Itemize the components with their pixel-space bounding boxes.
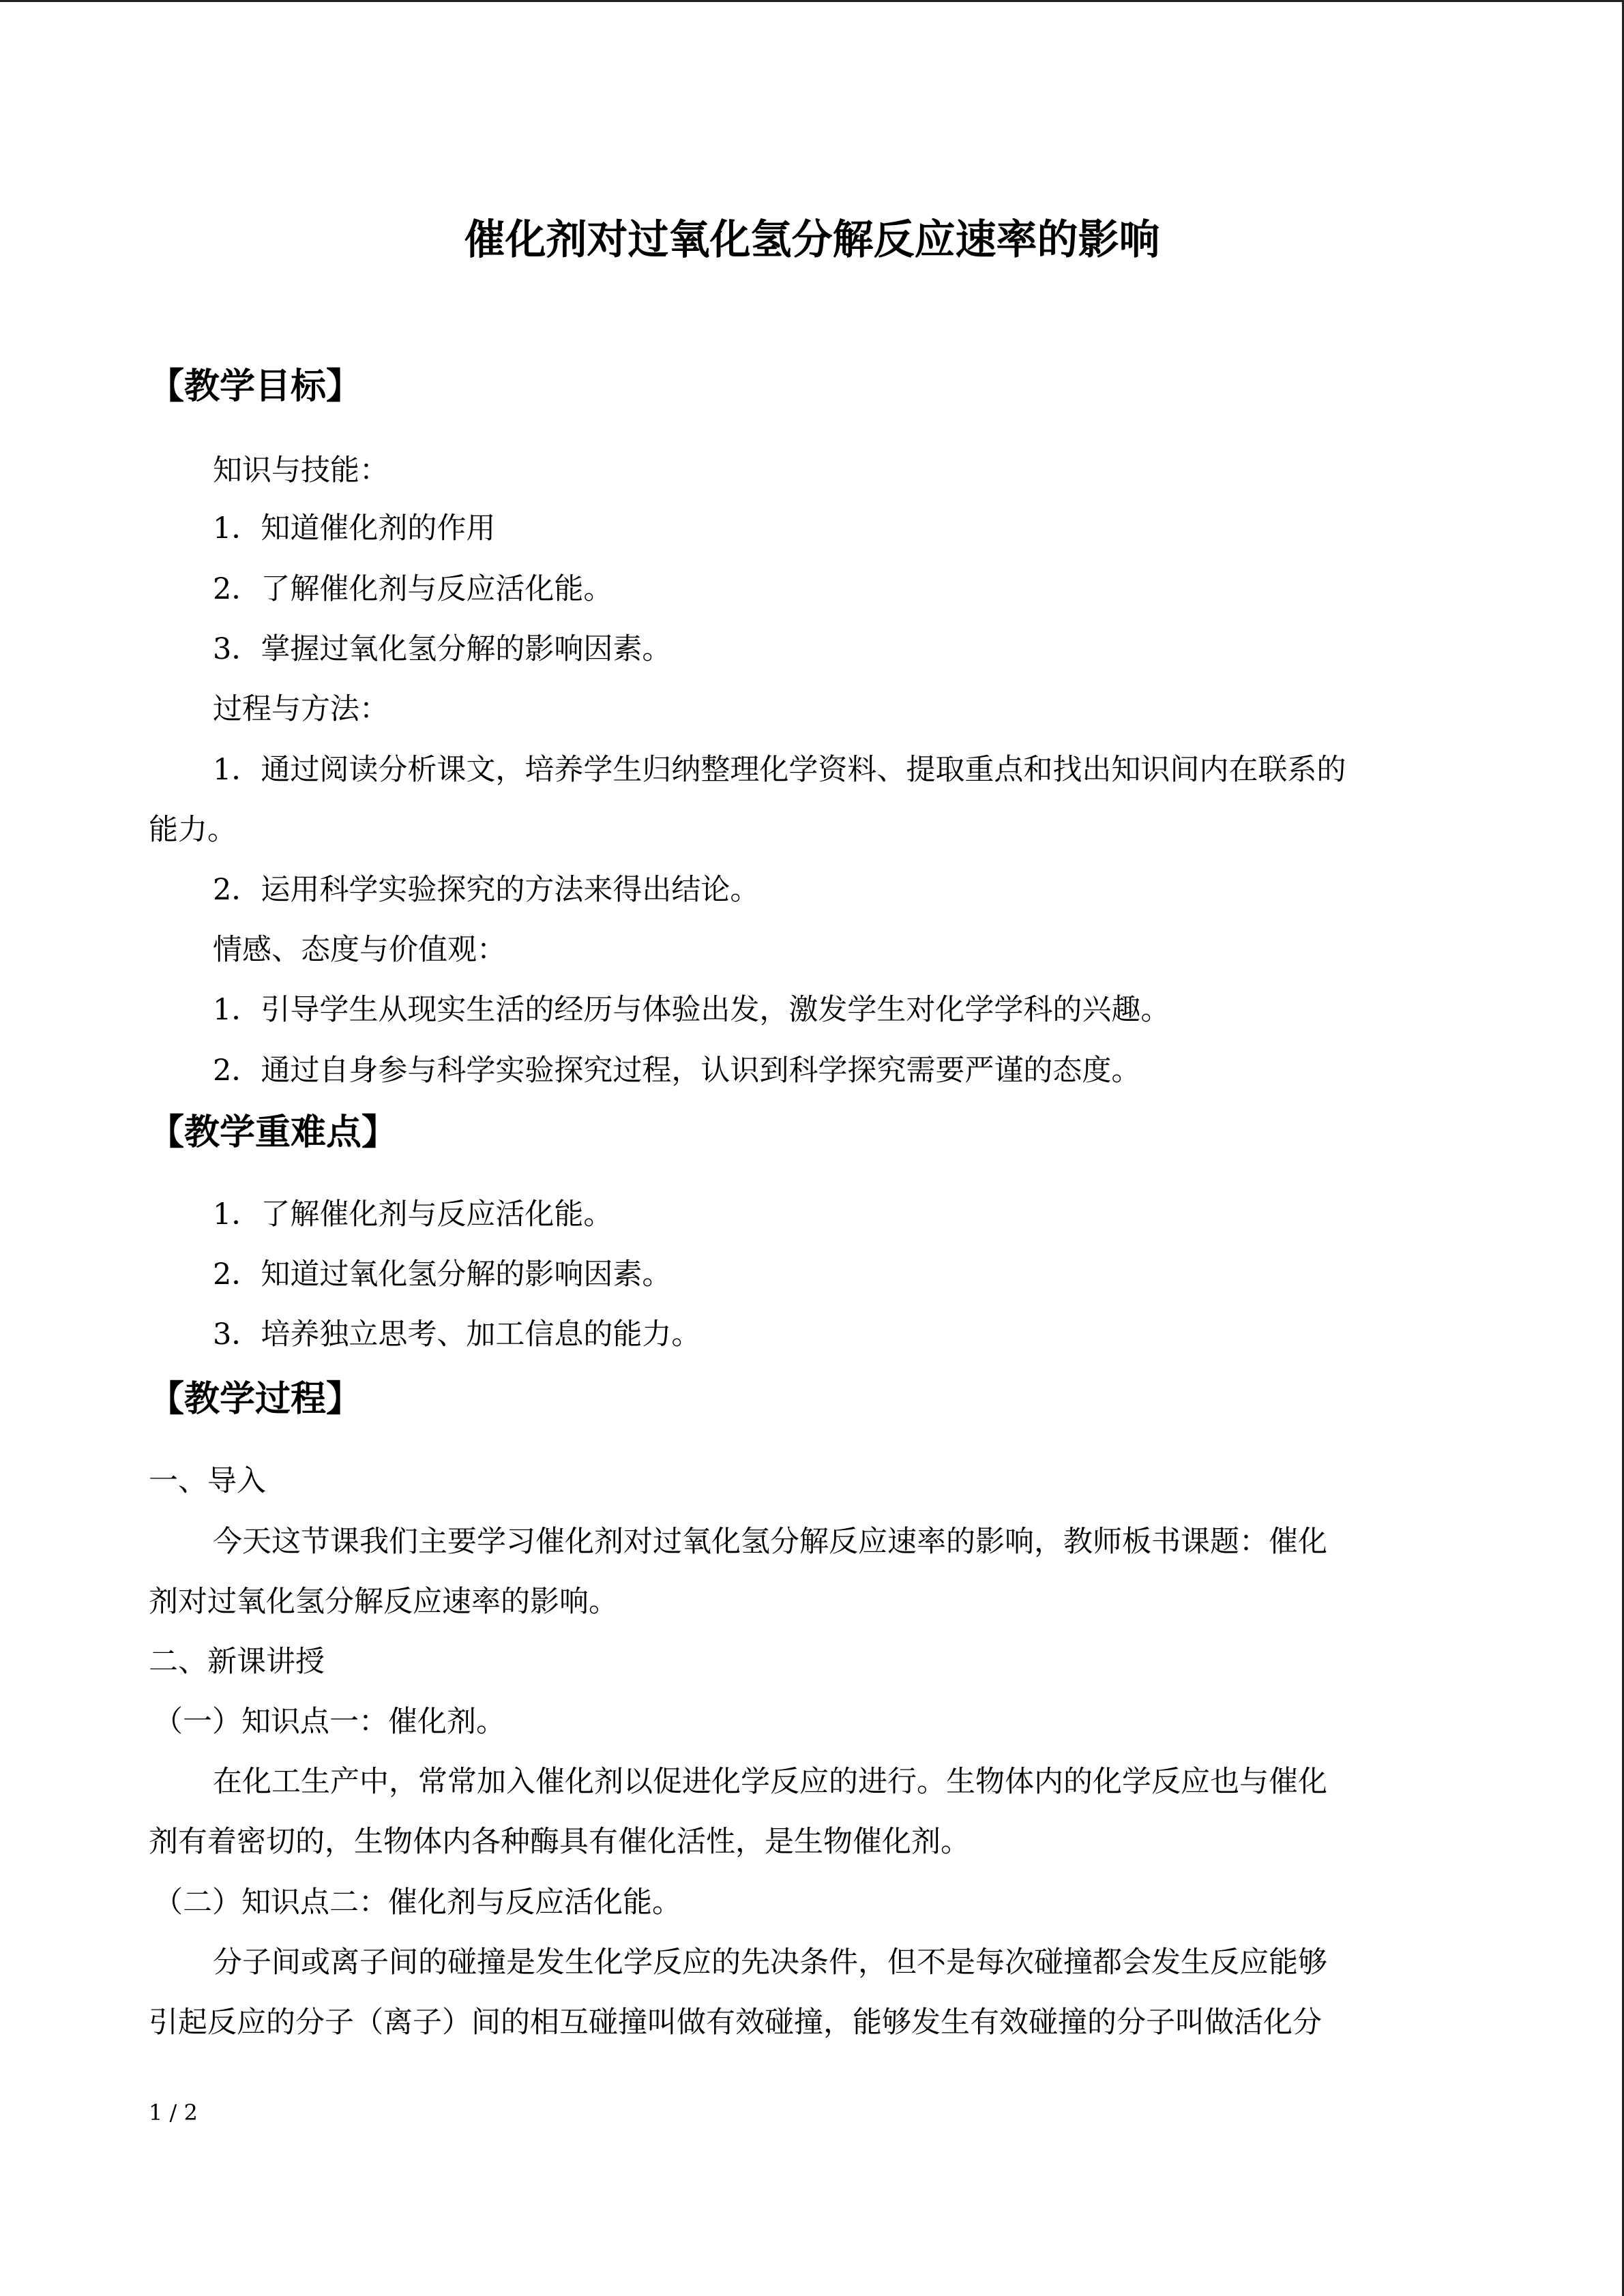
section-heading-key-points: 【教学重难点】 — [149, 1112, 398, 1153]
objectives-line: 能力。 — [149, 813, 237, 847]
process-line: 剂有着密切的，生物体内各种酶具有催化活性，是生物催化剂。 — [149, 1825, 970, 1859]
document-title: 催化剂对过氧化氢分解反应速率的影响 — [464, 216, 1160, 264]
objectives-line: 1．通过阅读分析课文，培养学生归纳整理化学资料、提取重点和找出知识间内在联系的 — [213, 753, 1346, 787]
objectives-line: 2．运用科学实验探究的方法来得出结论。 — [213, 873, 760, 907]
objectives-line: 过程与方法： — [213, 692, 389, 726]
objectives-line: 知识与技能： — [213, 453, 389, 488]
key-points-line: 2．知道过氧化氢分解的影响因素。 — [213, 1257, 672, 1292]
process-line: 引起反应的分子（离子）间的相互碰撞叫做有效碰撞，能够发生有效碰撞的分子叫做活化分 — [149, 2006, 1322, 2040]
process-line: 剂对过氧化氢分解反应速率的影响。 — [149, 1585, 618, 1619]
page-number: 1 / 2 — [149, 2100, 198, 2126]
key-points-line: 1．了解催化剂与反应活化能。 — [213, 1197, 613, 1232]
process-line: 今天这节课我们主要学习催化剂对过氧化氢分解反应速率的影响，教师板书课题：催化 — [213, 1525, 1327, 1559]
objectives-line: 2．通过自身参与科学实验探究过程，认识到科学探究需要严谨的态度。 — [213, 1054, 1141, 1088]
process-line: 二、新课讲授 — [149, 1645, 325, 1679]
section-heading-objectives: 【教学目标】 — [149, 366, 362, 407]
process-line: （二）知识点二：催化剂与反应活化能。 — [153, 1885, 681, 1920]
objectives-line: 1．知道催化剂的作用 — [213, 511, 496, 546]
key-points-line: 3．培养独立思考、加工信息的能力。 — [213, 1317, 701, 1352]
objectives-line: 2．了解催化剂与反应活化能。 — [213, 572, 613, 606]
process-line: 一、导入 — [149, 1464, 266, 1498]
objectives-line: 1．引导学生从现实生活的经历与体验出发，激发学生对化学学科的兴趣。 — [213, 993, 1170, 1027]
page-border-top — [0, 0, 1624, 2]
process-line: 分子间或离子间的碰撞是发生化学反应的先决条件，但不是每次碰撞都会发生反应能够 — [213, 1945, 1327, 1980]
objectives-line: 情感、态度与价值观： — [213, 933, 506, 967]
process-line: 在化工生产中，常常加入催化剂以促进化学反应的进行。生物体内的化学反应也与催化 — [213, 1765, 1327, 1799]
section-heading-process: 【教学过程】 — [149, 1379, 362, 1420]
objectives-line: 3．掌握过氧化氢分解的影响因素。 — [213, 632, 672, 666]
process-line: （一）知识点一：催化剂。 — [153, 1705, 505, 1739]
